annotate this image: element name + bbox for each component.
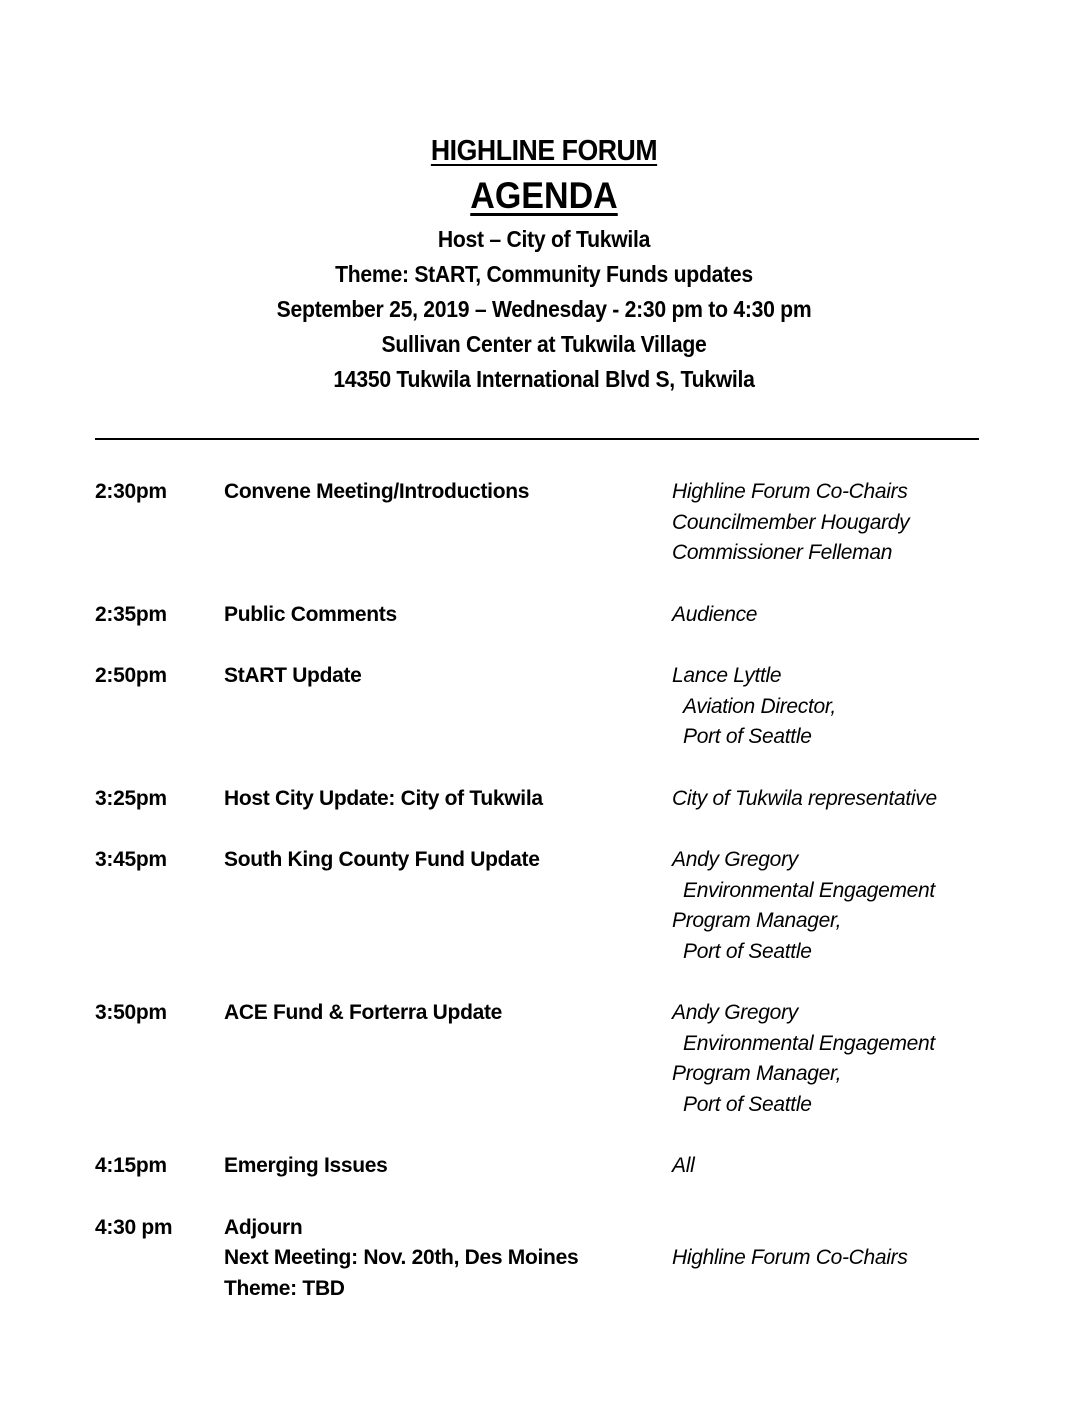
header-divider: [95, 438, 979, 440]
agenda-presenter-line: Port of Seattle: [683, 939, 812, 963]
organization-title: HIGHLINE FORUM: [430, 135, 658, 167]
agenda-item: [95, 600, 995, 631]
agenda-presenter: [672, 1213, 908, 1305]
agenda-topic-line: StART Update: [224, 664, 362, 687]
agenda-presenter: [672, 784, 937, 815]
agenda-title: AGENDA: [470, 175, 618, 216]
theme-line: Theme: StART, Community Funds updates: [335, 261, 753, 287]
agenda-time: 2:30pm: [95, 480, 167, 503]
agenda-presenter-line: Andy Gregory: [672, 1001, 798, 1024]
agenda-item: [95, 1213, 995, 1305]
agenda-presenter: [672, 477, 909, 569]
agenda-topic-line: Host City Update: City of Tukwila: [224, 786, 543, 810]
agenda-time: 3:45pm: [95, 848, 167, 871]
agenda-presenter: [672, 1151, 694, 1182]
agenda-topic: [224, 998, 672, 1120]
presenter-spacer: [672, 1213, 908, 1244]
agenda-presenter-line: All: [672, 1154, 695, 1177]
agenda-presenter-line: Port of Seattle: [683, 1092, 812, 1116]
agenda-topic-line: Adjourn: [224, 1215, 303, 1239]
agenda-topic: [224, 661, 672, 753]
agenda-presenter-line: Aviation Director,: [683, 694, 836, 718]
agenda-topic-line: ACE Fund & Forterra Update: [224, 1001, 503, 1024]
datetime-line: September 25, 2019 – Wednesday - 2:30 pm to 4:30 pm: [276, 296, 812, 322]
agenda-topic: [224, 600, 672, 631]
agenda-presenter-line: Program Manager,: [672, 909, 842, 932]
agenda-item: [95, 661, 995, 753]
agenda-presenter-line: Andy Gregory: [672, 848, 798, 871]
agenda-presenter-line: Environmental Engagement: [683, 1031, 935, 1055]
agenda-presenter-line: Commissioner Felleman: [672, 541, 893, 564]
agenda-presenter: [672, 845, 935, 967]
agenda-presenter-line: Program Manager,: [672, 1062, 842, 1085]
agenda-time: 4:30 pm: [95, 1215, 173, 1239]
agenda-topic: [224, 784, 672, 815]
agenda-item: [95, 477, 995, 569]
agenda-time: 4:15pm: [95, 1154, 167, 1177]
agenda-time: 2:35pm: [95, 602, 167, 626]
agenda-presenter-line: City of Tukwila representative: [672, 786, 937, 810]
agenda-item: [95, 845, 995, 967]
agenda-item: [95, 998, 995, 1120]
agenda-presenter-line: Highline Forum Co-Chairs: [672, 1246, 908, 1269]
agenda-topic-line: Emerging Issues: [224, 1154, 388, 1177]
agenda-presenter-line: Councilmember Hougardy: [672, 510, 910, 534]
agenda-presenter-line: Lance Lyttle: [672, 664, 782, 687]
agenda-topic-line: Theme: TBD: [224, 1276, 345, 1300]
agenda-topic: [224, 1151, 672, 1182]
agenda-time: 2:50pm: [95, 664, 167, 687]
address-line: 14350 Tukwila International Blvd S, Tukwila: [333, 366, 755, 392]
agenda-item: [95, 784, 995, 815]
agenda-presenter: [672, 600, 757, 631]
agenda-time: 3:25pm: [95, 786, 167, 810]
agenda-topic: [224, 477, 672, 569]
agenda-topic-line: South King County Fund Update: [224, 848, 540, 871]
agenda-presenter: [672, 998, 935, 1120]
agenda-topic-line: Public Comments: [224, 602, 397, 626]
agenda-topic-line: Next Meeting: Nov. 20th, Des Moines: [224, 1246, 579, 1269]
agenda-list: [95, 477, 995, 1335]
agenda-topic: [224, 1213, 672, 1305]
document-header: [0, 130, 1088, 397]
venue-line: Sullivan Center at Tukwila Village: [381, 331, 707, 357]
agenda-presenter-line: Highline Forum Co-Chairs: [672, 480, 908, 503]
agenda-presenter-line: Port of Seattle: [683, 725, 812, 748]
agenda-time: 3:50pm: [95, 1001, 167, 1024]
host-line: Host – City of Tukwila: [437, 226, 651, 252]
agenda-presenter-line: Environmental Engagement: [683, 878, 935, 902]
agenda-presenter: [672, 661, 836, 753]
agenda-presenter-line: Audience: [672, 602, 758, 626]
agenda-item: [95, 1151, 995, 1182]
agenda-topic: [224, 845, 672, 967]
agenda-topic-line: Convene Meeting/Introductions: [224, 480, 530, 503]
